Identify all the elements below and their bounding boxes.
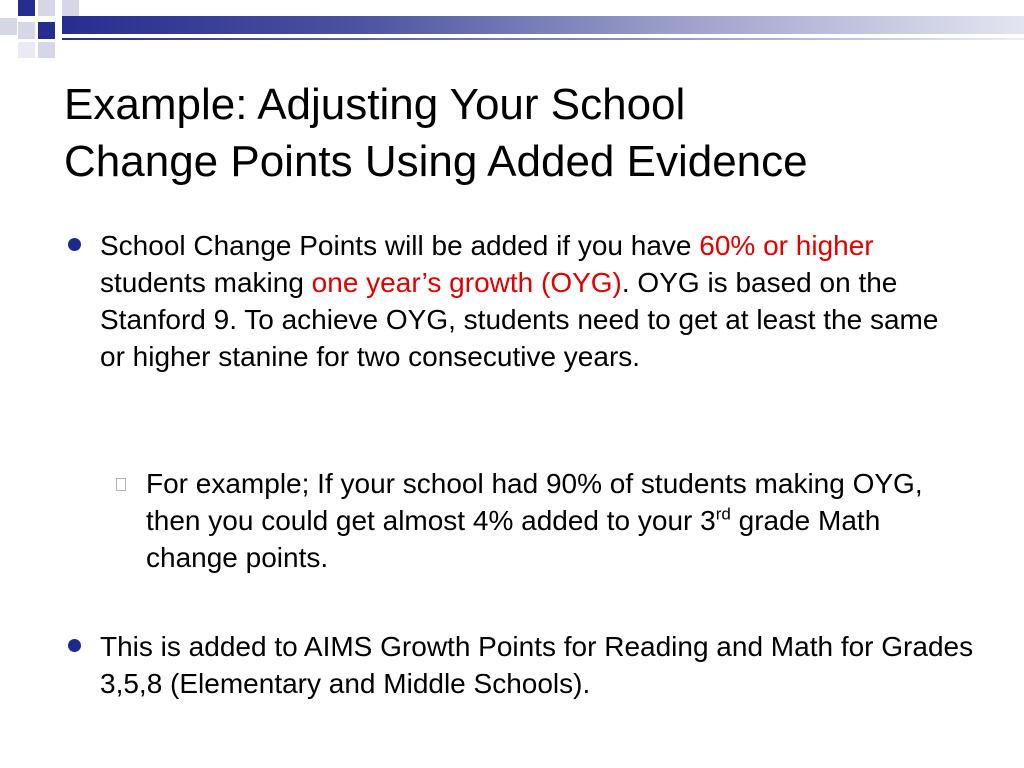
decorative-square <box>38 0 55 16</box>
bullet-marker <box>68 639 81 652</box>
bullet-text: students making <box>100 267 312 298</box>
decorative-square <box>18 0 35 16</box>
header-divider-line <box>62 38 1024 40</box>
bullet-marker <box>68 238 81 251</box>
decorative-square <box>0 18 17 35</box>
header-gradient-bar <box>62 16 1024 34</box>
bullet-text: . OYG is based on the Stanford 9. To achieve OYG, students need to get at least the same or higher stanine for two consecutive years. <box>100 267 939 372</box>
decorative-square <box>18 42 35 58</box>
bullet-text: This is added to AIMS Growth Points for Reading and Math for Grades 3,5,8 (Elementary and Middle Schools). <box>100 631 974 699</box>
sub-bullet-item-example <box>146 465 966 576</box>
bullet-item-change-points <box>100 227 960 375</box>
decorative-square <box>38 42 55 58</box>
highlight-oyg: one year’s growth (OYG) <box>311 267 622 298</box>
sub-bullet-marker <box>116 478 126 491</box>
decorative-square <box>62 0 79 16</box>
title-line-1: Example: Adjusting Your School <box>64 80 686 129</box>
sub-bullet-text: For example; If your school had 90% of students making OYG, then you could get almost 4% added to your 3 <box>146 468 923 536</box>
slide-title <box>64 76 984 190</box>
bullet-text: School Change Points will be added if you have <box>100 230 700 261</box>
sub-bullet-text: grade Math change points. <box>146 505 881 573</box>
decorative-square <box>18 22 35 39</box>
bullet-item-aims-growth <box>100 628 980 702</box>
decorative-square <box>38 22 55 39</box>
ordinal-superscript: rd <box>715 504 731 524</box>
highlight-threshold: 60% or higher <box>699 230 874 261</box>
title-line-2: Change Points Using Added Evidence <box>64 137 808 186</box>
